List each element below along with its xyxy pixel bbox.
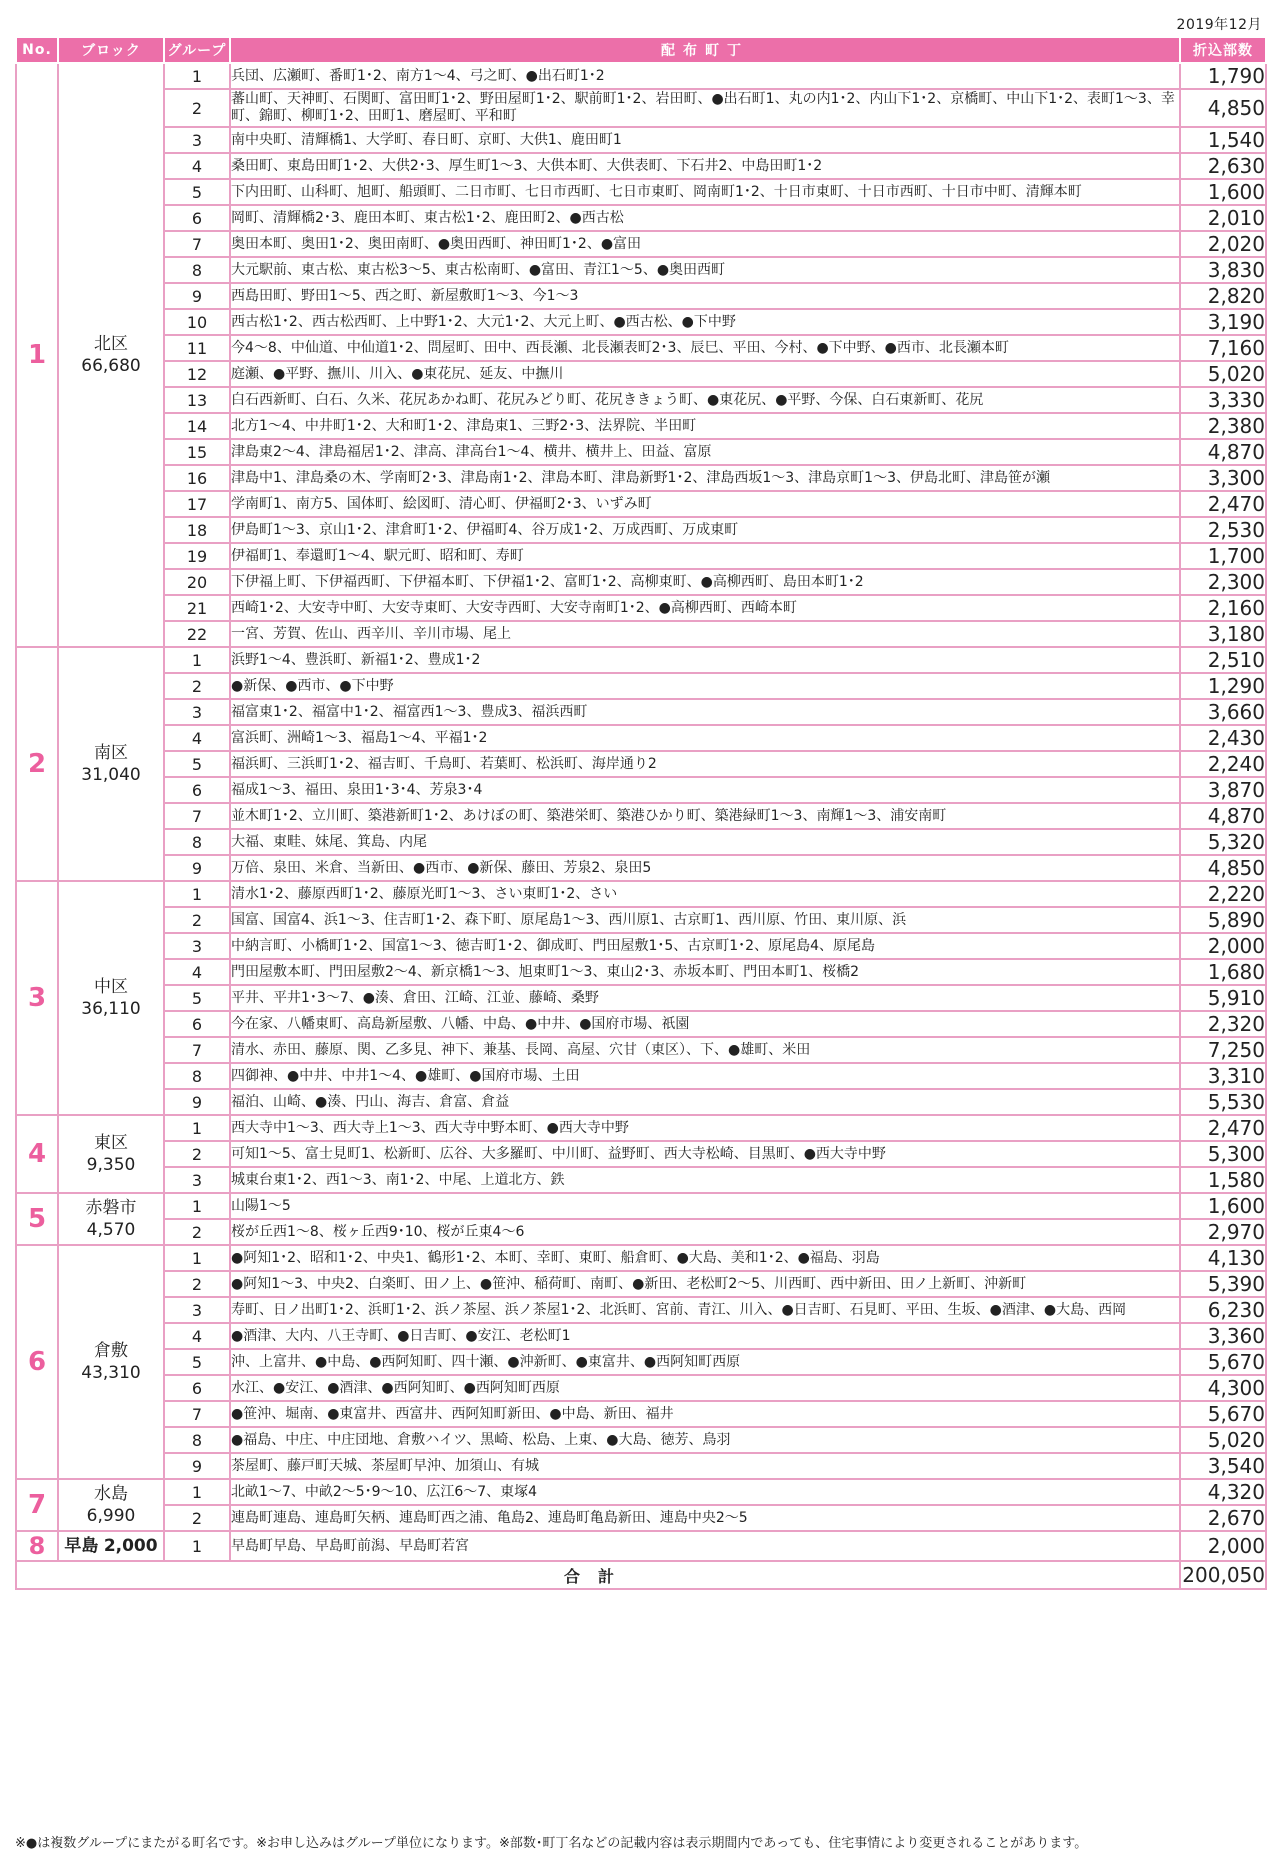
area-list: 桑田町、東島田町1･2、大供2･3、厚生町1～3、大供本町、大供表町、下石井2、中島田町1･2 [230,153,1180,179]
insert-count: 5,320 [1180,829,1266,855]
insert-count: 5,390 [1180,1271,1266,1297]
group-number: 2 [164,907,230,933]
insert-count: 1,600 [1180,1193,1266,1219]
group-number: 4 [164,1323,230,1349]
block-number: 4 [16,1115,58,1193]
area-list: 平井、平井1･3～7、●湊、倉田、江崎、江並、藤崎、桑野 [230,985,1180,1011]
table-header-row [16,37,1266,63]
insert-count: 2,020 [1180,231,1266,257]
insert-count: 5,530 [1180,1089,1266,1115]
group-number: 6 [164,1011,230,1037]
block-name: 水島 [94,1484,128,1504]
table-row [16,205,1266,231]
table-row [16,751,1266,777]
table-row [16,803,1266,829]
block-cell [58,1531,164,1561]
table-row [16,959,1266,985]
table-row [16,1245,1266,1271]
group-number: 21 [164,595,230,621]
insert-count: 3,310 [1180,1063,1266,1089]
insert-count: 1,290 [1180,673,1266,699]
group-number: 12 [164,361,230,387]
insert-count: 5,670 [1180,1349,1266,1375]
insert-count: 6,230 [1180,1297,1266,1323]
block-cell [58,1479,164,1531]
total-row [16,1561,1266,1589]
group-number: 1 [164,1193,230,1219]
group-number: 13 [164,387,230,413]
area-list: 今4～8、中仙道、中仙道1･2、問屋町、田中、西長瀬、北長瀬表町2･3、辰巳、平田、今村、●下中野、●西市、北長瀬本町 [230,335,1180,361]
block-name: 赤磐市 [85,1198,137,1218]
insert-count: 3,830 [1180,257,1266,283]
area-list: 下内田町、山科町、旭町、船頭町、二日市町、七日市西町、七日市東町、岡南町1･2、十日市東町、十日市西町、十日市中町、清輝本町 [230,179,1180,205]
table-row [16,933,1266,959]
group-number: 4 [164,725,230,751]
insert-count: 1,580 [1180,1167,1266,1193]
block-number: 7 [16,1479,58,1531]
insert-count: 5,020 [1180,361,1266,387]
table-row [16,63,1266,89]
table-row [16,673,1266,699]
area-list: 北方1～4、中井町1･2、大和町1･2、津島東1、三野2･3、法界院、半田町 [230,413,1180,439]
insert-count: 1,600 [1180,179,1266,205]
insert-count: 5,890 [1180,907,1266,933]
group-number: 2 [164,1219,230,1245]
group-number: 2 [164,673,230,699]
area-list: 下伊福上町、下伊福西町、下伊福本町、下伊福1･2、富町1･2、高柳東町、●高柳西町、島田本町1･2 [230,569,1180,595]
group-number: 22 [164,621,230,647]
block-total: 43,310 [81,1363,141,1383]
table-row [16,1089,1266,1115]
group-number: 3 [164,933,230,959]
area-list: 連島町連島、連島町矢柄、連島町西之浦、亀島2、連島町亀島新田、連島中央2～5 [230,1505,1180,1531]
group-number: 2 [164,1271,230,1297]
insert-count: 5,300 [1180,1141,1266,1167]
area-list: 富浜町、洲崎1～3、福島1～4、平福1･2 [230,725,1180,751]
table-row [16,777,1266,803]
table-row [16,985,1266,1011]
group-number: 5 [164,751,230,777]
block-total: 9,350 [86,1155,136,1175]
insert-count: 4,130 [1180,1245,1266,1271]
footnote: ※●は複数グループにまたがる町名です。※お申し込みはグループ単位になります。※部数･町丁名などの記載内容は表示期間内であっても、住宅事情により変更されることがあります。 [15,1836,1088,1851]
area-list: 四御神、●中井、中井1～4、●雄町、●国府市場、土田 [230,1063,1180,1089]
insert-count: 2,010 [1180,205,1266,231]
area-list: 今在家、八幡東町、高島新屋敷、八幡、中島、●中井、●国府市場、祇園 [230,1011,1180,1037]
group-number: 17 [164,491,230,517]
area-list: 桜が丘西1～8、桜ヶ丘西9･10、桜が丘東4～6 [230,1219,1180,1245]
insert-count: 2,430 [1180,725,1266,751]
table-row [16,517,1266,543]
group-number: 9 [164,855,230,881]
insert-count: 3,660 [1180,699,1266,725]
table-row [16,1063,1266,1089]
area-list: 岡町、清輝橋2･3、鹿田本町、東古松1･2、鹿田町2、●西古松 [230,205,1180,231]
area-list: 兵団、広瀬町、番町1･2、南方1～4、弓之町、●出石町1･2 [230,63,1180,89]
table-row [16,725,1266,751]
insert-count: 2,300 [1180,569,1266,595]
table-row [16,881,1266,907]
area-list: 蕃山町、天神町、石関町、富田町1･2、野田屋町1･2、駅前町1･2、岩田町、●出石町1、丸の内1･2、内山下1･2、京橋町、中山下1･2、表町1～3、幸町、錦町、柳町1･2、田町1、磨屋町、平和町 [230,89,1180,127]
block-number: 3 [16,881,58,1115]
insert-count: 3,190 [1180,309,1266,335]
area-list: 白石西新町、白石、久米、花尻あかね町、花尻みどり町、花尻ききょう町、●東花尻、●平野、今保、白石東新町、花尻 [230,387,1180,413]
table-row [16,1193,1266,1219]
group-number: 10 [164,309,230,335]
area-list: 庭瀬、●平野、撫川、川入、●東花尻、延友、中撫川 [230,361,1180,387]
group-number: 3 [164,1297,230,1323]
group-number: 2 [164,89,230,127]
area-list: 西島田町、野田1～5、西之町、新屋敷町1～3、今1～3 [230,283,1180,309]
table-row [16,1141,1266,1167]
block-name: 早島 [64,1536,99,1556]
block-total: 66,680 [81,356,141,376]
block-name: 東区 [94,1133,128,1153]
block-number: 6 [16,1245,58,1479]
area-list: 学南町1、南方5、国体町、絵図町、清心町、伊福町2･3、いずみ町 [230,491,1180,517]
group-number: 18 [164,517,230,543]
insert-count: 5,910 [1180,985,1266,1011]
area-list: 福成1～3、福田、泉田1･3･4、芳泉3･4 [230,777,1180,803]
table-row [16,335,1266,361]
area-list: 伊福町1、奉還町1～4、駅元町、昭和町、寿町 [230,543,1180,569]
block-name: 中区 [94,977,128,997]
group-number: 9 [164,1089,230,1115]
area-list: 沖、上富井、●中島、●西阿知町、四十瀬、●沖新町、●東富井、●西阿知町西原 [230,1349,1180,1375]
insert-count: 4,850 [1180,89,1266,127]
area-list: 大元駅前、東古松、東古松3～5、東古松南町、●富田、青江1～5、●奥田西町 [230,257,1180,283]
group-number: 7 [164,1401,230,1427]
insert-count: 4,870 [1180,439,1266,465]
area-list: 茶屋町、藤戸町天城、茶屋町早沖、加須山、有城 [230,1453,1180,1479]
group-number: 1 [164,647,230,673]
group-number: 4 [164,153,230,179]
table-row [16,387,1266,413]
group-number: 3 [164,127,230,153]
area-list: 浜野1～4、豊浜町、新福1･2、豊成1･2 [230,647,1180,673]
group-number: 1 [164,1531,230,1561]
table-body [16,63,1266,1561]
table-row [16,1479,1266,1505]
area-list: 山陽1～5 [230,1193,1180,1219]
table-row [16,1037,1266,1063]
area-list: ●新保、●西市、●下中野 [230,673,1180,699]
group-number: 20 [164,569,230,595]
distribution-table [15,36,1267,1590]
insert-count: 2,510 [1180,647,1266,673]
table-row [16,1271,1266,1297]
group-number: 9 [164,283,230,309]
insert-count: 3,540 [1180,1453,1266,1479]
area-list: 清水、赤田、藤原、関、乙多見、神下、兼基、長岡、高屋、穴甘（東区）、下、●雄町、米田 [230,1037,1180,1063]
group-number: 5 [164,179,230,205]
insert-count: 3,330 [1180,387,1266,413]
header-no: No. [16,37,58,63]
area-list: 奥田本町、奥田1･2、奥田南町、●奥田西町、神田町1･2、●富田 [230,231,1180,257]
insert-count: 5,670 [1180,1401,1266,1427]
area-list: ●笹沖、堀南、●東富井、西富井、西阿知町新田、●中島、新田、福井 [230,1401,1180,1427]
block-total: 6,990 [86,1506,136,1526]
table-row [16,1401,1266,1427]
group-number: 11 [164,335,230,361]
table-row [16,1219,1266,1245]
insert-count: 4,870 [1180,803,1266,829]
table-row [16,491,1266,517]
insert-count: 1,540 [1180,127,1266,153]
header-group: グループ [164,37,230,63]
block-name: 倉敷 [94,1341,128,1361]
block-name: 南区 [94,743,128,763]
table-row [16,569,1266,595]
table-row [16,1531,1266,1561]
group-number: 3 [164,699,230,725]
block-number: 5 [16,1193,58,1245]
insert-count: 7,250 [1180,1037,1266,1063]
group-number: 1 [164,881,230,907]
area-list: 津島東2～4、津島福居1･2、津高、津高台1～4、横井、横井上、田益、富原 [230,439,1180,465]
table-row [16,283,1266,309]
group-number: 9 [164,1453,230,1479]
insert-count: 3,360 [1180,1323,1266,1349]
group-number: 7 [164,231,230,257]
area-list: ●阿知1～3、中央2、白楽町、田ノ上、●笹沖、稲荷町、南町、●新田、老松町2～5、川西町、西中新田、田ノ上新町、沖新町 [230,1271,1180,1297]
area-list: 並木町1･2、立川町、築港新町1･2、あけぼの町、築港栄町、築港ひかり町、築港緑町1～3、南輝1～3、浦安南町 [230,803,1180,829]
group-number: 1 [164,1479,230,1505]
area-list: 早島町早島、早島町前潟、早島町若宮 [230,1531,1180,1561]
block-cell [58,63,164,647]
insert-count: 2,970 [1180,1219,1266,1245]
insert-count: 2,380 [1180,413,1266,439]
table-row [16,1349,1266,1375]
area-list: 南中央町、清輝橋1、大学町、春日町、京町、大供1、鹿田町1 [230,127,1180,153]
table-row [16,595,1266,621]
area-list: 大福、東畦、妹尾、箕島、内尾 [230,829,1180,855]
table-row [16,361,1266,387]
area-list: 津島中1、津島桑の木、学南町2･3、津島南1･2、津島本町、津島新野1･2、津島西坂1～3、津島京町1～3、伊島北町、津島笹が瀬 [230,465,1180,491]
block-cell [58,1193,164,1245]
header-count: 折込部数 [1180,37,1266,63]
area-list: 水江、●安江、●酒津、●西阿知町、●西阿知町西原 [230,1375,1180,1401]
insert-count: 2,240 [1180,751,1266,777]
group-number: 2 [164,1141,230,1167]
insert-count: 2,820 [1180,283,1266,309]
table-row [16,231,1266,257]
total-label: 合計 [16,1561,1180,1589]
table-row [16,647,1266,673]
block-number: 1 [16,63,58,647]
insert-count: 2,000 [1180,933,1266,959]
area-list: 福浜町、三浜町1･2、福吉町、千鳥町、若葉町、松浜町、海岸通り2 [230,751,1180,777]
table-row [16,1115,1266,1141]
area-list: ●阿知1･2、昭和1･2、中央1、鶴形1･2、本町、幸町、東町、船倉町、●大島、美和1･2、●福島、羽島 [230,1245,1180,1271]
block-total: 2,000 [103,1536,158,1556]
group-number: 8 [164,1063,230,1089]
table-row [16,309,1266,335]
block-number: 8 [16,1531,58,1561]
date-label: 2019年12月 [1176,17,1262,33]
group-number: 7 [164,1037,230,1063]
insert-count: 2,000 [1180,1531,1266,1561]
table-row [16,1297,1266,1323]
table-row [16,855,1266,881]
group-number: 16 [164,465,230,491]
table-row [16,153,1266,179]
area-list: 中納言町、小橋町1･2、国富1～3、徳吉町1･2、御成町、門田屋敷1･5、古京町1･2、原尾島4、原尾島 [230,933,1180,959]
insert-count: 1,790 [1180,63,1266,89]
header-area: 配布町丁 [230,37,1180,63]
block-cell [58,647,164,881]
area-list: 一宮、芳賀、佐山、西辛川、辛川市場、尾上 [230,621,1180,647]
group-number: 1 [164,1245,230,1271]
table-row [16,1453,1266,1479]
group-number: 2 [164,1505,230,1531]
group-number: 19 [164,543,230,569]
area-list: 城東台東1･2、西1～3、南1･2、中尾、上道北方、鉄 [230,1167,1180,1193]
group-number: 15 [164,439,230,465]
table-row [16,1323,1266,1349]
area-list: 西古松1･2、西古松西町、上中野1･2、大元1･2、大元上町、●西古松、●下中野 [230,309,1180,335]
insert-count: 2,160 [1180,595,1266,621]
block-number: 2 [16,647,58,881]
group-number: 8 [164,257,230,283]
block-cell [58,881,164,1115]
table-row [16,829,1266,855]
group-number: 1 [164,1115,230,1141]
table-row [16,907,1266,933]
insert-count: 4,320 [1180,1479,1266,1505]
insert-count: 4,850 [1180,855,1266,881]
table-row [16,621,1266,647]
insert-count: 2,530 [1180,517,1266,543]
area-list: 西崎1･2、大安寺中町、大安寺東町、大安寺西町、大安寺南町1･2、●高柳西町、西崎本町 [230,595,1180,621]
area-list: 西大寺中1～3、西大寺上1～3、西大寺中野本町、●西大寺中野 [230,1115,1180,1141]
table-row [16,1505,1266,1531]
table-row [16,1427,1266,1453]
insert-count: 2,470 [1180,1115,1266,1141]
area-list: 可知1～5、富士見町1、松新町、広谷、大多羅町、中川町、益野町、西大寺松崎、目黒町、●西大寺中野 [230,1141,1180,1167]
table-row [16,699,1266,725]
block-total: 36,110 [81,999,141,1019]
table-row [16,257,1266,283]
area-list: 寿町、日ノ出町1･2、浜町1･2、浜ノ茶屋、浜ノ茶屋1･2、北浜町、宮前、青江、川入、●日吉町、石見町、平田、生坂、●酒津、●大島、西岡 [230,1297,1180,1323]
area-list: 伊島町1～3、京山1･2、津倉町1･2、伊福町4、谷万成1･2、万成西町、万成東町 [230,517,1180,543]
insert-count: 5,020 [1180,1427,1266,1453]
table-row [16,89,1266,127]
insert-count: 3,300 [1180,465,1266,491]
table-row [16,439,1266,465]
insert-count: 3,870 [1180,777,1266,803]
insert-count: 1,700 [1180,543,1266,569]
group-number: 3 [164,1167,230,1193]
group-number: 7 [164,803,230,829]
total-value: 200,050 [1180,1561,1266,1589]
area-list: 福泊、山崎、●湊、円山、海吉、倉富、倉益 [230,1089,1180,1115]
header-block: ブロック [58,37,164,63]
group-number: 8 [164,829,230,855]
insert-count: 7,160 [1180,335,1266,361]
group-number: 4 [164,959,230,985]
table-row [16,1167,1266,1193]
area-list: ●酒津、大内、八王寺町、●日吉町、●安江、老松町1 [230,1323,1180,1349]
table-row [16,543,1266,569]
area-list: ●福島、中庄、中庄団地、倉敷ハイツ、黒崎、松島、上東、●大島、徳芳、鳥羽 [230,1427,1180,1453]
block-total: 4,570 [86,1220,136,1240]
area-list: 門田屋敷本町、門田屋敷2～4、新京橋1～3、旭東町1～3、東山2･3、赤坂本町、門田本町1、桜橋2 [230,959,1180,985]
group-number: 8 [164,1427,230,1453]
block-name: 北区 [94,334,128,354]
block-total: 31,040 [81,765,141,785]
area-list: 北畝1～7、中畝2～5･9～10、広江6～7、東塚4 [230,1479,1180,1505]
insert-count: 2,320 [1180,1011,1266,1037]
insert-count: 2,670 [1180,1505,1266,1531]
area-list: 万倍、泉田、米倉、当新田、●西市、●新保、藤田、芳泉2、泉田5 [230,855,1180,881]
group-number: 14 [164,413,230,439]
group-number: 6 [164,777,230,803]
table-row [16,465,1266,491]
insert-count: 1,680 [1180,959,1266,985]
table-row [16,1011,1266,1037]
insert-count: 2,220 [1180,881,1266,907]
table-row [16,179,1266,205]
table-row [16,413,1266,439]
area-list: 福富東1･2、福富中1･2、福富西1～3、豊成3、福浜西町 [230,699,1180,725]
group-number: 1 [164,63,230,89]
block-cell [58,1115,164,1193]
area-list: 国富、国富4、浜1～3、住吉町1･2、森下町、原尾島1～3、西川原1、古京町1、西川原、竹田、東川原、浜 [230,907,1180,933]
group-number: 6 [164,1375,230,1401]
area-list: 清水1･2、藤原西町1･2、藤原光町1～3、さい東町1･2、さい [230,881,1180,907]
block-cell [58,1245,164,1479]
insert-count: 4,300 [1180,1375,1266,1401]
insert-count: 3,180 [1180,621,1266,647]
group-number: 6 [164,205,230,231]
group-number: 5 [164,1349,230,1375]
insert-count: 2,470 [1180,491,1266,517]
table-row [16,127,1266,153]
insert-count: 2,630 [1180,153,1266,179]
table-row [16,1375,1266,1401]
group-number: 5 [164,985,230,1011]
